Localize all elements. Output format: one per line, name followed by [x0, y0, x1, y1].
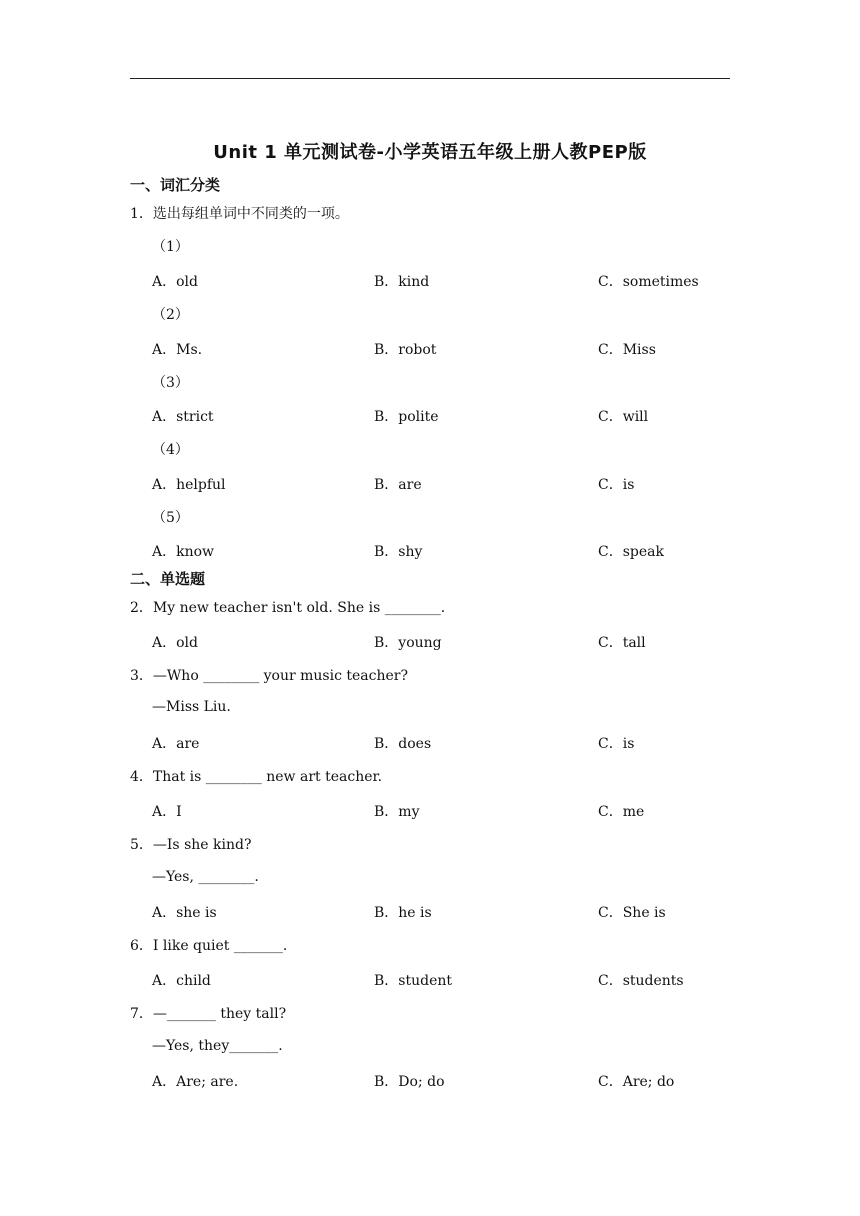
group-3-option-b: B．polite — [374, 409, 439, 425]
question-2-option-c: C．tall — [598, 635, 646, 651]
question-2-stem: 2．My new teacher isn't old. She is ________. — [130, 600, 446, 616]
question-6-option-a: A．child — [152, 973, 211, 989]
question-3-option-a: A．are — [152, 736, 200, 752]
section-heading-single-choice: 二、单选题 — [130, 570, 206, 588]
question-4-stem: 4．That is ________ new art teacher. — [130, 769, 383, 785]
group-4-option-a: A．helpful — [152, 477, 226, 493]
question-5-answer-line: —Yes, ________. — [152, 869, 259, 885]
group-2-option-a: A．Ms. — [152, 342, 203, 358]
question-2-option-a: A．old — [152, 635, 198, 651]
question-3-option-b: B．does — [374, 736, 432, 752]
question-3-stem: 3．—Who ________ your music teacher? — [130, 668, 408, 684]
group-1-label: （1） — [152, 239, 189, 255]
question-7-option-b: B．Do; do — [374, 1074, 445, 1090]
header-rule — [130, 78, 730, 79]
question-7-option-c: C．Are; do — [598, 1074, 675, 1090]
group-1-option-c: C．sometimes — [598, 274, 699, 290]
group-5-option-a: A．know — [152, 544, 215, 560]
question-4-option-c: C．me — [598, 804, 645, 820]
group-5-option-b: B．shy — [374, 544, 423, 560]
group-3-option-c: C．will — [598, 409, 649, 425]
group-1-option-b: B．kind — [374, 274, 430, 290]
question-1-stem: 1．选出每组单词中不同类的一项。 — [130, 206, 349, 222]
group-2-option-b: B．robot — [374, 342, 437, 358]
question-2-option-b: B．young — [374, 635, 442, 651]
question-3-answer-line: —Miss Liu. — [152, 699, 231, 715]
question-6-option-c: C．students — [598, 973, 684, 989]
question-4-option-b: B．my — [374, 804, 420, 820]
section-heading-vocab: 一、词汇分类 — [130, 176, 221, 194]
question-7-stem: 7．—_______ they tall? — [130, 1006, 287, 1022]
group-3-option-a: A．strict — [152, 409, 214, 425]
question-6-option-b: B．student — [374, 973, 453, 989]
group-2-option-c: C．Miss — [598, 342, 656, 358]
group-3-label: （3） — [152, 375, 189, 391]
question-6-stem: 6．I like quiet _______. — [130, 938, 288, 954]
group-1-option-a: A．old — [152, 274, 198, 290]
group-4-label: （4） — [152, 442, 189, 458]
group-5-option-c: C．speak — [598, 544, 664, 560]
question-3-option-c: C．is — [598, 736, 635, 752]
page-title: Unit 1 单元测试卷-小学英语五年级上册人教PEP版 — [213, 142, 647, 163]
group-2-label: （2） — [152, 307, 189, 323]
question-7-answer-line: —Yes, they_______. — [152, 1038, 283, 1054]
question-7-option-a: A．Are; are. — [152, 1074, 239, 1090]
question-5-option-b: B．he is — [374, 905, 432, 921]
question-5-stem: 5．—Is she kind? — [130, 837, 252, 853]
question-5-option-a: A．she is — [152, 905, 217, 921]
question-5-option-c: C．She is — [598, 905, 666, 921]
group-4-option-b: B．are — [374, 477, 422, 493]
group-4-option-c: C．is — [598, 477, 635, 493]
group-5-label: （5） — [152, 510, 189, 526]
question-4-option-a: A．I — [152, 804, 182, 820]
